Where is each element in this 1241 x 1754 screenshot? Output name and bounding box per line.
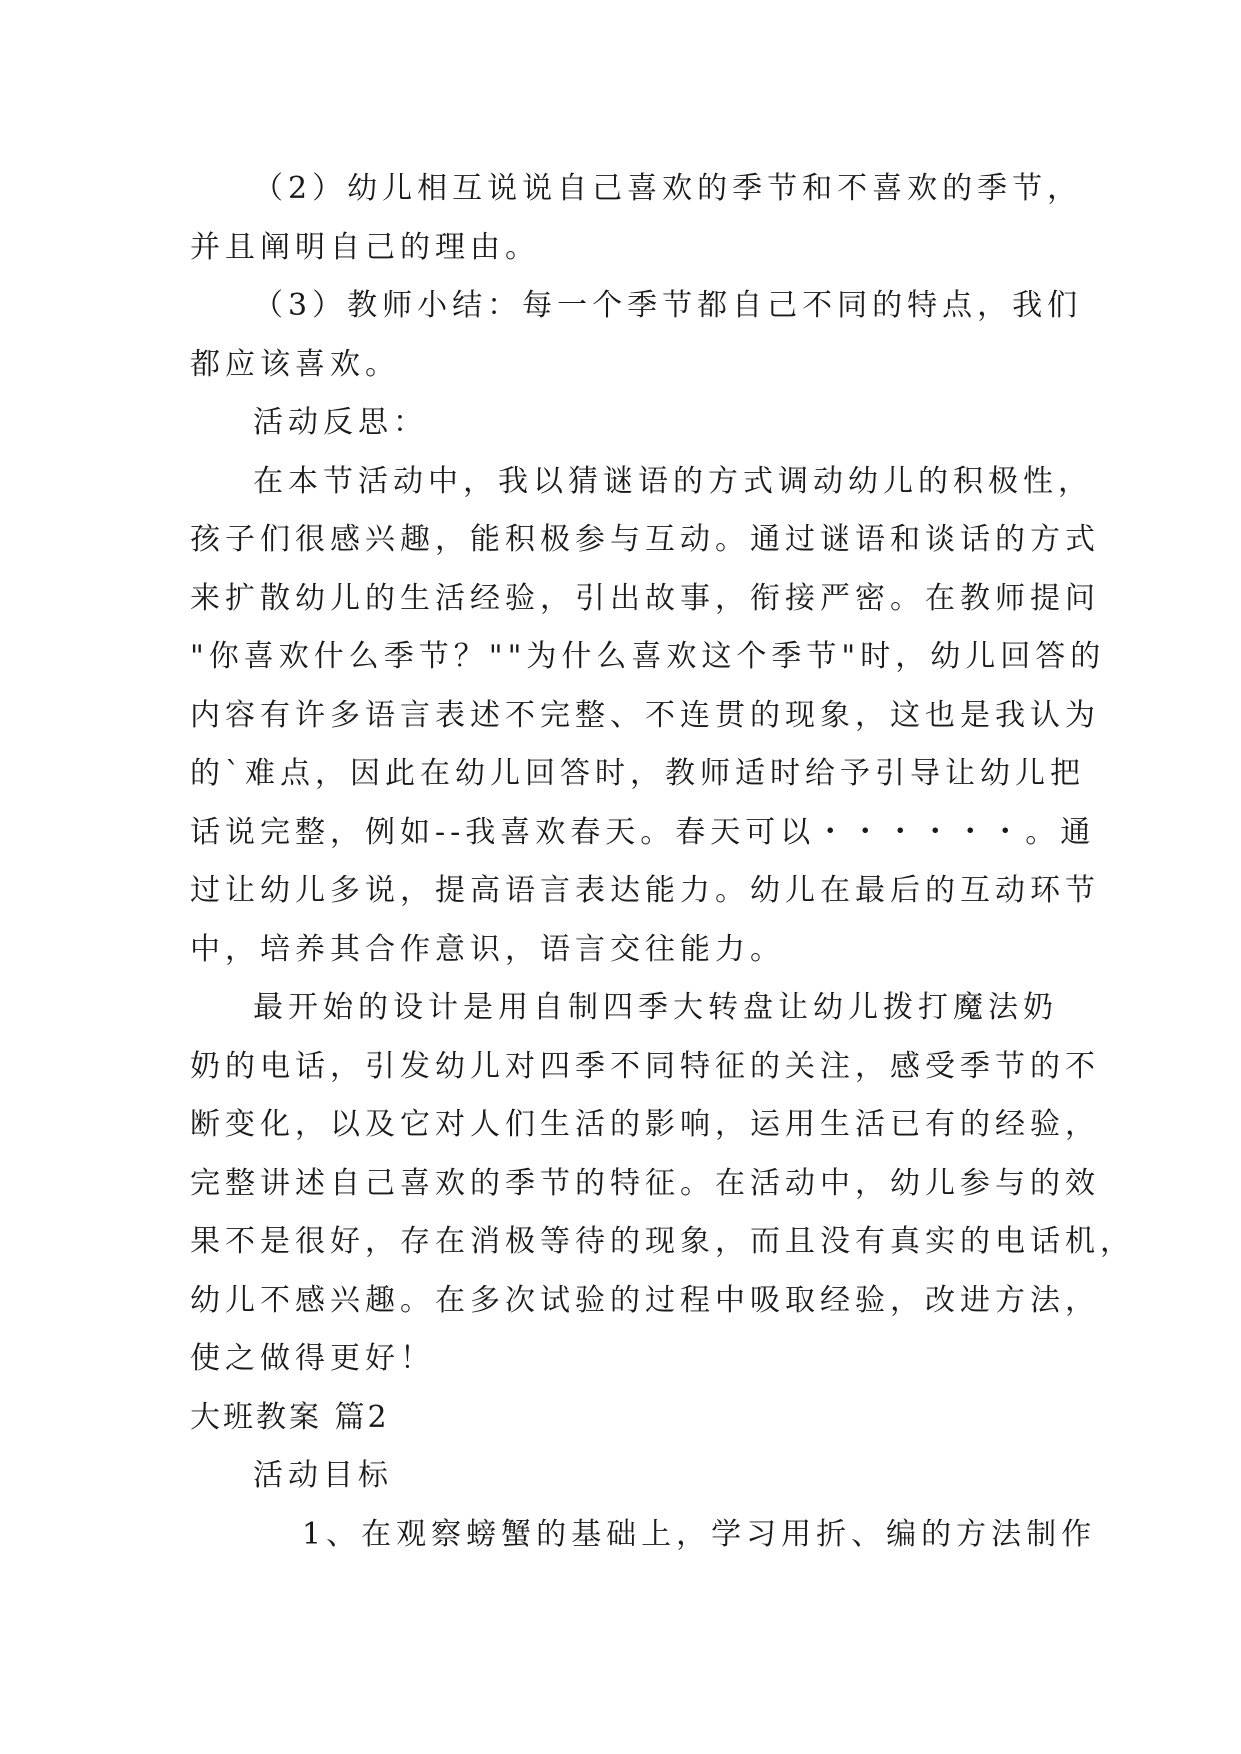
paragraph-line: 来扩散幼儿的生活经验，引出故事，衔接严密。在教师提问 [190, 580, 1100, 616]
section-label-goals: 活动目标 [253, 1458, 393, 1493]
paragraph-line: （3）教师小结：每一个季节都自己不同的特点，我们 [253, 288, 1083, 323]
paragraph-line: "你喜欢什么季节？""为什么喜欢这个季节"时，幼儿回答的 [190, 639, 1106, 674]
paragraph-line: 过让幼儿多说，提高语言表达能力。幼儿在最后的互动环节 [190, 873, 1100, 908]
section-label-reflection: 活动反思： [253, 405, 428, 440]
document-page [190, 160, 1135, 1564]
paragraph-line: 使之做得更好！ [190, 1341, 435, 1376]
paragraph-line: 奶的电话，引发幼儿对四季不同特征的关注，感受季节的不 [190, 1048, 1100, 1084]
paragraph-line: 最开始的设计是用自制四季大转盘让幼儿拨打魔法奶 [253, 990, 1058, 1025]
paragraph-line: 都应该喜欢。 [190, 346, 400, 382]
paragraph-line: 幼儿不感兴趣。在多次试验的过程中吸取经验，改进方法， [190, 1282, 1100, 1318]
paragraph-line: 中，培养其合作意识，语言交往能力。 [190, 931, 785, 967]
paragraph-line: 在本节活动中，我以猜谜语的方式调动幼儿的积极性， [253, 463, 1093, 499]
paragraph-line: 的`难点，因此在幼儿回答时，教师适时给予引导让幼儿把 [190, 756, 1085, 791]
paragraph-line: 完整讲述自己喜欢的季节的特征。在活动中，幼儿参与的效 [190, 1165, 1100, 1201]
list-item: 1、在观察螃蟹的基础上，学习用折、编的方法制作 [302, 1516, 1097, 1552]
paragraph-line: 话说完整，例如--我喜欢春天。春天可以・・・・・・。通 [190, 814, 1096, 850]
paragraph-line: 孩子们很感兴趣，能积极参与互动。通过谜语和谈话的方式 [190, 522, 1100, 557]
section-heading: 大班教案 篇2 [190, 1399, 390, 1435]
paragraph-line: 果不是很好，存在消极等待的现象，而且没有真实的电话机， [190, 1224, 1135, 1259]
paragraph-line: 内容有许多语言表述不完整、不连贯的现象，这也是我认为 [190, 697, 1100, 733]
paragraph-line: （2）幼儿相互说说自己喜欢的季节和不喜欢的季节， [253, 171, 1083, 206]
paragraph-line: 并且阐明自己的理由。 [190, 229, 540, 265]
paragraph-line: 断变化，以及它对人们生活的影响，运用生活已有的经验， [190, 1107, 1100, 1142]
